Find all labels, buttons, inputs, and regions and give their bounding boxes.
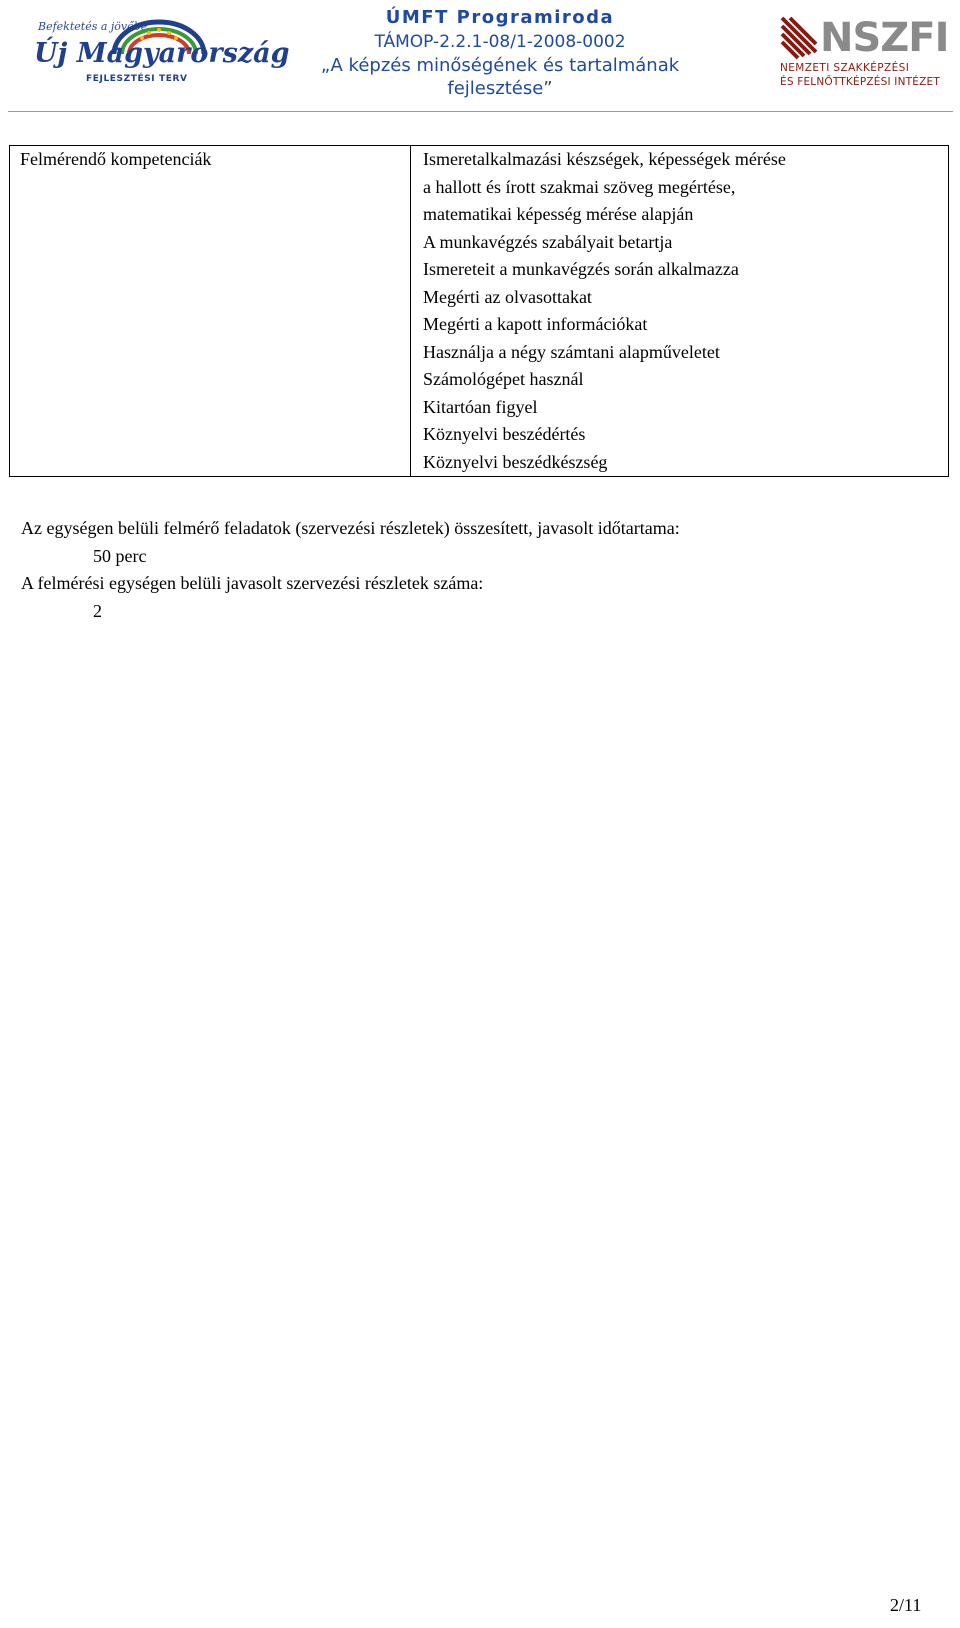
list-item: Számológépet használ <box>423 369 584 389</box>
list-item: A munkavégzés szabályait betartja <box>423 231 673 252</box>
list-item: Használja a négy számtani alapműveletet <box>423 341 720 362</box>
parts-label: A felmérési egységen belüli javasolt szervezési részletek száma: <box>21 573 484 593</box>
logo-name: Új Magyarország <box>34 38 290 69</box>
competency-table <box>9 145 949 477</box>
project-title-line2: fejlesztése” <box>447 78 553 99</box>
duration-label: Az egységen belüli felmérő feladatok (szervezési részletek) összesített, javasolt időtartama: <box>21 518 680 538</box>
list-item: Megérti a kapott információkat <box>423 314 648 334</box>
project-code: TÁMOP-2.2.1-08/1-2008-0002 <box>374 32 626 52</box>
list-item: Ismeretalkalmazási készségek, képességek mérése <box>423 149 786 169</box>
nszfi-sub-line2: ÉS FELNŐTTKÉPZÉSI INTÉZET <box>780 76 940 88</box>
table-row <box>10 146 949 477</box>
parts-value: 2 <box>93 600 102 621</box>
nszfi-emblem-icon <box>780 16 818 60</box>
list-item: Köznyelvi beszédértés <box>423 424 586 444</box>
list-item: Megérti az olvasottakat <box>423 286 592 307</box>
header-title-block <box>280 6 720 100</box>
logo-tagline: Befektetés a jövőbe <box>38 20 148 33</box>
competency-label-cell <box>10 146 411 477</box>
uj-magyarorszag-logo <box>34 14 290 94</box>
list-item: matematikai képesség mérése alapján <box>423 204 694 224</box>
list-item: Ismereteit a munkavégzés során alkalmazza <box>423 259 739 279</box>
org-name: ÚMFT Programiroda <box>385 7 615 28</box>
header-divider <box>8 111 953 112</box>
competency-items-cell <box>411 146 949 477</box>
duration-value: 50 perc <box>93 545 147 566</box>
list-item: Kitartóan figyel <box>423 396 538 417</box>
logo-sub: FEJLESZTÉSI TERV <box>86 74 188 84</box>
page-number: 2/11 <box>890 1595 922 1615</box>
nszfi-logo <box>780 14 949 94</box>
nszfi-wordmark: NSZFI <box>820 15 949 61</box>
nszfi-sub-line1: NEMZETI SZAKKÉPZÉSI <box>780 62 910 74</box>
page-header <box>0 0 960 112</box>
competency-label: Felmérendő kompetenciák <box>20 149 212 169</box>
list-item: a hallott és írott szakmai szöveg megértése, <box>423 176 736 197</box>
list-item: Köznyelvi beszédkészség <box>423 451 608 472</box>
project-title-line1: „A képzés minőségének és tartalmának <box>320 55 680 76</box>
summary-section <box>21 515 941 625</box>
